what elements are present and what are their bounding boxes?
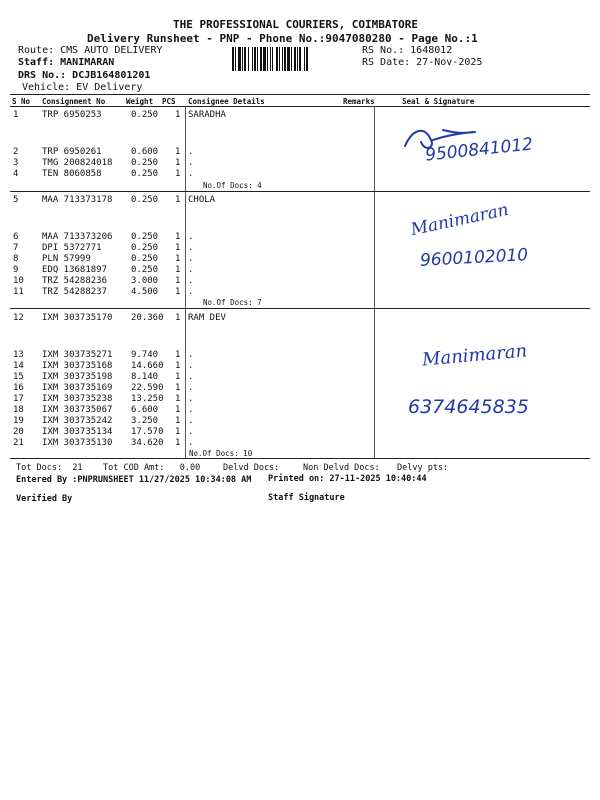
row-consignee: . (188, 232, 194, 242)
row-pcs: 1 (175, 372, 181, 382)
row-pcs: 1 (175, 427, 181, 437)
row-consignee: . (188, 254, 194, 264)
drs-number: DRS No.: DCJB164801201 (18, 70, 151, 81)
row-sno: 4 (13, 169, 19, 179)
row-consignee: . (188, 276, 194, 286)
row-pcs: 1 (175, 361, 181, 371)
row-weight: 0.250 (131, 232, 159, 242)
handwritten-name-3: Manimaran (421, 340, 528, 371)
runsheet-title: Delivery Runsheet - PNP - Phone No.:9047080280 - Page No.:1 (87, 32, 478, 45)
row-consignment: IXM 303735198 (42, 372, 113, 382)
row-sno: 8 (13, 254, 19, 264)
row-consignment: IXM 303735242 (42, 416, 113, 426)
row-consignee: . (188, 416, 194, 426)
row-consignee: . (188, 147, 194, 157)
row-consignment: TEN 8060858 (42, 169, 102, 179)
row-consignee: RAM DEV (188, 313, 226, 323)
row-pcs: 1 (175, 158, 181, 168)
col-remarks: Remarks (343, 97, 375, 106)
col-consignment: Consignment No (42, 97, 106, 106)
total-cod-label: Tot COD Amt: (103, 463, 165, 473)
row-weight: 0.250 (131, 110, 159, 120)
total-cod (103, 463, 200, 473)
row-weight: 0.600 (131, 147, 159, 157)
total-docs-label: Tot Docs: (16, 463, 63, 473)
row-pcs: 1 (175, 383, 181, 393)
delivered-docs: Delvd Docs: (223, 463, 280, 473)
row-consignment: EDQ 13681897 (42, 265, 108, 275)
row-consignee: . (188, 350, 194, 360)
row-sno: 21 (13, 438, 24, 448)
row-consignee: . (188, 372, 194, 382)
row-pcs: 1 (175, 394, 181, 404)
staff-signature-label: Staff Signature (268, 493, 345, 503)
row-consignment: IXM 303735134 (42, 427, 113, 437)
row-weight: 0.250 (131, 254, 159, 264)
col-separator (374, 106, 375, 458)
row-sno: 16 (13, 383, 24, 393)
row-consignment: TRZ 54288236 (42, 276, 108, 286)
row-sno: 11 (13, 287, 24, 297)
row-sno: 5 (13, 195, 19, 205)
col-sno: S No (12, 97, 31, 106)
col-pcs: PCS (162, 97, 176, 106)
row-consignment: MAA 713373206 (42, 232, 113, 242)
row-consignment: TMG 200824018 (42, 158, 113, 168)
row-consignee: . (188, 438, 194, 448)
row-weight: 14.660 (131, 361, 164, 371)
row-sno: 6 (13, 232, 19, 242)
row-pcs: 1 (175, 438, 181, 448)
row-consignment: DPI 5372771 (42, 243, 102, 253)
row-consignee: . (188, 427, 194, 437)
row-pcs: 1 (175, 195, 181, 205)
entered-by: Entered By :PNPRUNSHEET 11/27/2025 10:34:08 AM (16, 475, 252, 485)
row-weight: 9.740 (131, 350, 159, 360)
row-sno: 9 (13, 265, 19, 275)
row-consignment: TRZ 54288237 (42, 287, 108, 297)
row-consignee: . (188, 361, 194, 371)
row-consignee: . (188, 169, 194, 179)
row-pcs: 1 (175, 313, 181, 323)
staff-label: Staff: MANIMARAN (18, 57, 115, 68)
row-consignment: MAA 713373178 (42, 195, 113, 205)
row-consignee: . (188, 383, 194, 393)
row-pcs: 1 (175, 147, 181, 157)
row-consignee: . (188, 287, 194, 297)
total-docs-value: 21 (72, 463, 83, 473)
col-consignee: Consignee Details (188, 97, 265, 106)
row-pcs: 1 (175, 265, 181, 275)
total-docs (16, 463, 83, 473)
row-weight: 0.250 (131, 169, 159, 179)
row-weight: 22.590 (131, 383, 164, 393)
row-sno: 2 (13, 147, 19, 157)
row-consignment: TRP 6950261 (42, 147, 102, 157)
group-doc-count: No.Of Docs: 10 (189, 449, 253, 458)
delivery-points: Delvy pts: (397, 463, 449, 473)
verified-by: Verified By (16, 494, 73, 504)
row-pcs: 1 (175, 232, 181, 242)
row-consignment: PLN 57999 (42, 254, 91, 264)
row-consignment: IXM 303735271 (42, 350, 113, 360)
row-consignee: . (188, 243, 194, 253)
vehicle-label: Vehicle: EV Delivery (22, 82, 143, 93)
row-sno: 18 (13, 405, 24, 415)
row-weight: 0.250 (131, 158, 159, 168)
row-weight: 6.600 (131, 405, 159, 415)
non-delivered-docs: Non Delvd Docs: (303, 463, 380, 473)
row-sno: 7 (13, 243, 19, 253)
group-divider (10, 191, 590, 192)
row-pcs: 1 (175, 287, 181, 297)
row-consignment: IXM 303735130 (42, 438, 113, 448)
row-sno: 13 (13, 350, 24, 360)
handwritten-phone-2: 9600102010 (419, 245, 529, 271)
row-pcs: 1 (175, 254, 181, 264)
row-sno: 14 (13, 361, 24, 371)
table-top-rule (10, 94, 590, 95)
handwritten-phone-3: 6374645835 (408, 396, 529, 418)
group-doc-count: No.Of Docs: 7 (203, 298, 262, 307)
row-sno: 1 (13, 110, 19, 120)
row-pcs: 1 (175, 110, 181, 120)
row-consignee: . (188, 265, 194, 275)
row-weight: 34.620 (131, 438, 164, 448)
handwritten-phone-1: 9500841012 (424, 134, 534, 166)
company-name: THE PROFESSIONAL COURIERS, COIMBATORE (173, 18, 419, 31)
row-weight: 3.250 (131, 416, 159, 426)
row-weight: 0.250 (131, 265, 159, 275)
row-sno: 3 (13, 158, 19, 168)
row-consignment: IXM 303735169 (42, 383, 113, 393)
row-pcs: 1 (175, 416, 181, 426)
row-consignment: IXM 303735067 (42, 405, 113, 415)
row-weight: 8.140 (131, 372, 159, 382)
row-pcs: 1 (175, 350, 181, 360)
col-separator (185, 106, 186, 458)
row-pcs: 1 (175, 243, 181, 253)
row-consignee: . (188, 394, 194, 404)
printed-on: Printed on: 27-11-2025 10:40:44 (268, 474, 427, 484)
col-weight: Weight (126, 97, 154, 106)
handwritten-name-2: Manimaran (409, 199, 511, 241)
row-consignment: IXM 303735170 (42, 313, 113, 323)
row-sno: 19 (13, 416, 24, 426)
row-consignee: . (188, 405, 194, 415)
rs-date: RS Date: 27-Nov-2025 (362, 57, 483, 68)
row-pcs: 1 (175, 276, 181, 286)
route-label: Route: CMS AUTO DELIVERY (18, 45, 163, 56)
group-doc-count: No.Of Docs: 4 (203, 181, 262, 190)
row-weight: 3.000 (131, 276, 159, 286)
row-sno: 20 (13, 427, 24, 437)
barcode-bar (308, 47, 309, 71)
row-consignee: SARADHA (188, 110, 226, 120)
row-weight: 0.250 (131, 195, 159, 205)
col-seal-signature: Seal & Signature (402, 97, 475, 106)
row-consignee: CHOLA (188, 195, 216, 205)
row-sno: 10 (13, 276, 24, 286)
rs-number: RS No.: 1648012 (362, 45, 453, 56)
barcode (232, 47, 354, 71)
row-weight: 20.360 (131, 313, 164, 323)
row-weight: 17.570 (131, 427, 164, 437)
table-header-rule (10, 106, 590, 107)
row-consignment: TRP 6950253 (42, 110, 102, 120)
row-pcs: 1 (175, 169, 181, 179)
row-pcs: 1 (175, 405, 181, 415)
total-cod-value: 0.00 (179, 463, 201, 473)
row-consignment: IXM 303735238 (42, 394, 113, 404)
row-sno: 15 (13, 372, 24, 382)
row-weight: 0.250 (131, 243, 159, 253)
row-consignment: IXM 303735168 (42, 361, 113, 371)
row-consignee: . (188, 158, 194, 168)
row-weight: 13.250 (131, 394, 164, 404)
row-sno: 17 (13, 394, 24, 404)
row-sno: 12 (13, 313, 24, 323)
group-divider (10, 308, 590, 309)
table-bottom-rule (10, 458, 590, 459)
row-weight: 4.500 (131, 287, 159, 297)
